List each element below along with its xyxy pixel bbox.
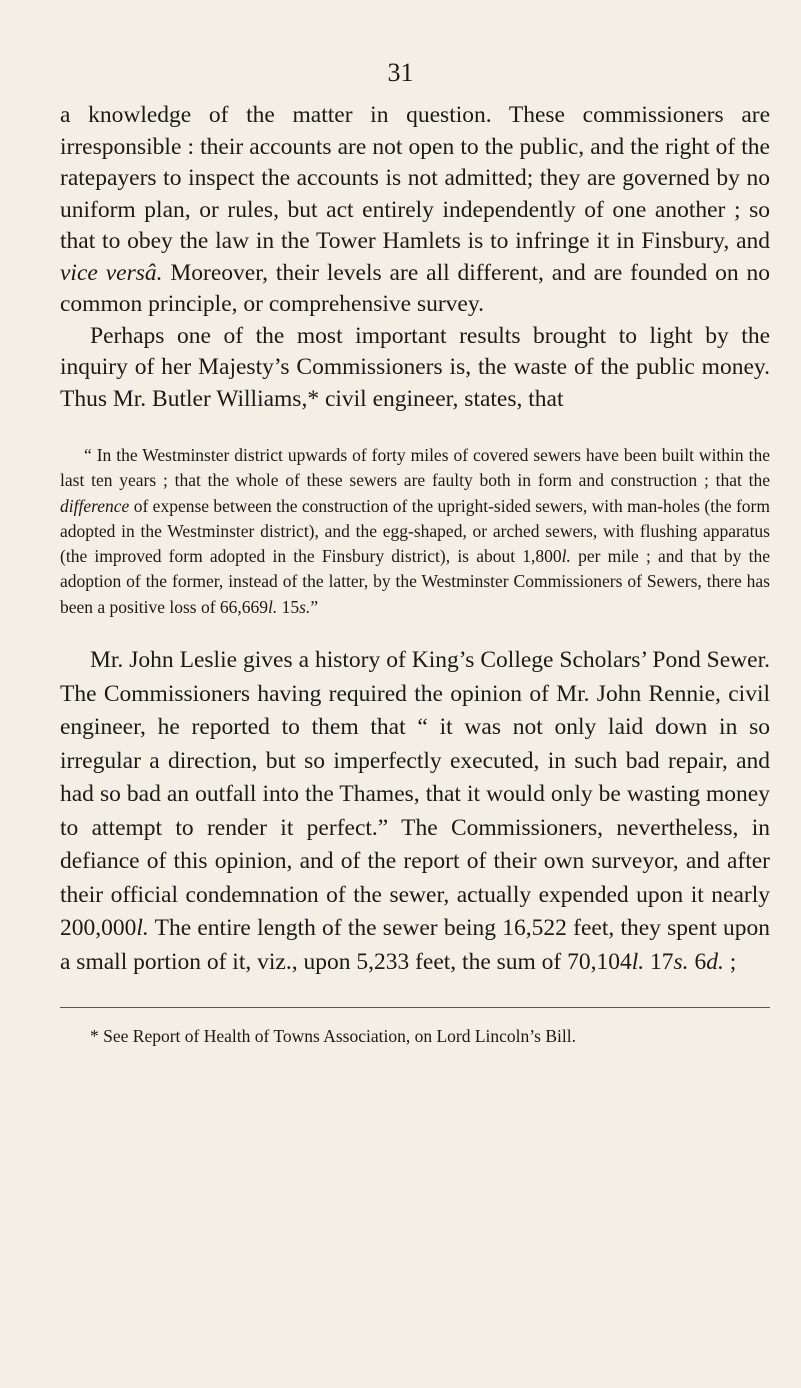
page-body	[60, 100, 770, 1050]
paragraph-waste: Perhaps one of the most important results brought to light by the inquiry of her Majesty’s Commissioners is, the waste of the public money. Thus Mr. Butler Williams,* civil engineer, states, that	[60, 322, 770, 412]
page-number: 31	[387, 58, 414, 87]
paragraph-sewer: Mr. John Leslie gives a history of King’s College Scholars’ Pond Sewer. The Commissioners having required the opinion of Mr. John Rennie, civil engineer, he reported to them that “ it was not only laid down in so irregular a direction, but so imperfectly executed, in such bad repair, and had so bad an outfall into the Thames, that it would only be wasting money to attempt to render it perfect.” The Commissioners, nevertheless, in defiance of this opinion, and of the report of their own surveyor, and after their official condemnation of the sewer, actually expended upon it nearly 200,000l. The entire length of the sewer being 16,522 feet, they spent upon a small portion of it, viz., upon 5,233 feet, the sum of 70,104l. 17s. 6d. ;	[60, 647, 770, 975]
paragraph-commissioners: a knowledge of the matter in question. These commissioners are irresponsible : their accounts are not open to the public, and the right of the ratepayers to inspect the accounts is not admitted; they are governed by no uniform plan, or rules, but act entirely independently of one another ; so that to obey the law in the Tower Hamlets is to infringe it in Finsbury, and vice versâ. Moreover, their levels are all different, and are founded on no common principle, or comprehensive survey.	[60, 102, 770, 317]
block-quote: “ In the Westminster district upwards of forty miles of covered sewers have been built within the last ten years ; that the whole of these sewers are faulty both in form and construction ; that the difference of expense between the construction of the upright-sided sewers, with man-holes (the form adopted in the Westminster district), and the egg-shaped, or arched sewers, with flushing apparatus (the improved form adopted in the Finsbury district), is about 1,800l. per mile ; and that by the adoption of the former, instead of the latter, by the Westminster Commissioners of Sewers, there has been a positive loss of 66,669l. 15s.”	[60, 445, 771, 617]
footnote-rule	[60, 1007, 770, 1008]
footnote: * See Report of Health of Towns Association, on Lord Lincoln’s Bill.	[90, 1026, 576, 1047]
